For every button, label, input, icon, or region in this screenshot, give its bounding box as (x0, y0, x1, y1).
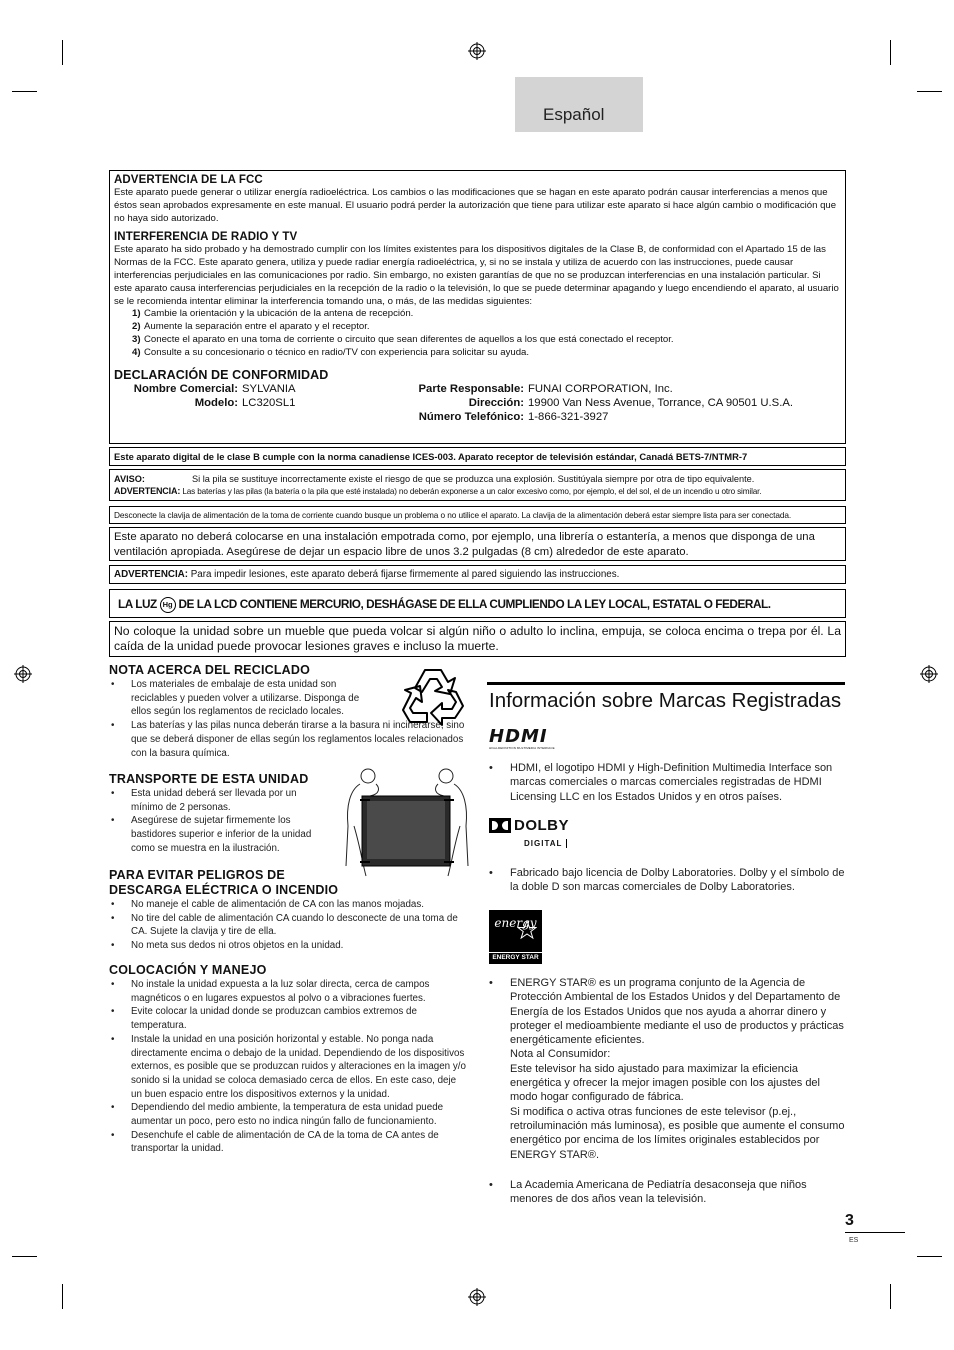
star-icon (517, 920, 537, 940)
hdmi-section (487, 761, 845, 804)
consumer-note-label: Nota al Consumidor: (510, 1048, 611, 1061)
list-item: • No meta sus dedos ni otros objetos en la unidad. (109, 939, 459, 953)
crop-mark (917, 91, 942, 92)
dolby-logo (489, 818, 569, 851)
tipover-notice: No coloque la unidad sobre un mueble que pueda volcar si algún niño o adulto lo inclina, empuja, se coloca encima o trepa por él. La caída de la unidad puede provocar lesiones graves e incluso la muerte. (114, 624, 841, 654)
radio-title: INTERFERENCIA DE RADIO Y TV (114, 231, 298, 244)
trade-name-label: Nombre Comercial: (133, 382, 238, 395)
crop-mark (917, 1256, 942, 1257)
fcc-box (109, 170, 846, 444)
disconnect-notice-box (109, 506, 846, 524)
wall-warning-text: Para impedir lesiones, este aparato deberá fijarse firmemente al pared siguiendo las instrucciones. (190, 569, 620, 580)
transport-section (109, 772, 359, 856)
mercury-warning-start: LA LUZ (118, 597, 157, 611)
aviso-box (109, 469, 846, 501)
transport-title: TRANSPORTE DE ESTA UNIDAD (109, 772, 309, 786)
registration-mark-icon (468, 1288, 486, 1306)
trademarks-title: Información sobre Marcas Registradas (489, 689, 842, 712)
hdmi-logo-tagline: HIGH-DEFINITION MULTIMEDIA INTERFACE (489, 746, 555, 750)
energy-star-script: energy (494, 916, 537, 930)
canada-notice: Este aparato digital de le clase B cumple con la norma canadiense ICES-003. Aparato receptor de televisión estándar, Canadá BETS-7/NTMR-7 (114, 451, 748, 462)
aviso-label: AVISO: (114, 474, 145, 484)
canada-notice-box (109, 447, 846, 466)
mercury-warning-box (109, 589, 846, 618)
crop-mark (12, 91, 37, 92)
shock-title-line2: DESCARGA ELÉCTRICA O INCENDIO (109, 883, 339, 897)
crop-mark (890, 1284, 891, 1309)
dolby-dd-icon (489, 818, 511, 833)
page-lang: ES (849, 1237, 859, 1244)
list-item: • Los materiales de embalaje de esta unidad son reciclables y pueden volver a utilizarse. Disponga de ellos según los reglamentos de reciclado locales. (109, 678, 379, 719)
aviso-text: Si la pila se sustituye incorrectamente existe el riesgo de que se produzca una explosión. Sustitúyala siempre por otra de tipo equivalente. (192, 474, 755, 484)
energy-star-label: ENERGY STAR (492, 954, 539, 961)
ventilation-notice: Este aparato no deberá colocarse en una instalación empotrada como, por ejemplo, una librería o estantería, a menos que disponga de una ventilación apropiada. Asegúrese de dejar un espacio libre de unos 3.2 pulgadas (8 cm) alrededor de este aparato. (114, 531, 815, 558)
model-value: LC320SL1 (242, 396, 296, 409)
list-item: • Dependiendo del medio ambiente, la temperatura de esta unidad puede aumentar un poco, pero esto no indica ningún fallo de funcionamiento. (109, 1101, 469, 1128)
responsible-value: FUNAI CORPORATION, Inc. (528, 382, 673, 395)
shock-title-line1: PARA EVITAR PELIGROS DE (109, 868, 285, 882)
responsible-label: Parte Responsable: (418, 382, 524, 395)
language-tab-label: Español (543, 105, 605, 124)
list-item: • HDMI, el logotipo HDMI y High-Definition Multimedia Interface son marcas comerciales o marcas comerciales registradas de HDMI Licensing LLC en los Estados Unidos y en otros países. (487, 761, 845, 804)
registration-mark-icon (920, 665, 938, 683)
phone-label: Número Telefónico: (418, 410, 524, 423)
radio-item: 1) Cambie la orientación y la ubicación de la antena de recepción. (132, 308, 414, 320)
fcc-text: Este aparato puede generar o utilizar energía radioeléctrica. Los cambios o las modificaciones que se hagan en este aparato podrán causar interferencias a menos que éstos sean aprobados expresamente en este manual. El usuario podrá perder la autorización que tiene para utilizar este aparato si hace algún cambio o modificación que no haya sido autorizado. (114, 187, 837, 224)
mercury-hg-icon: Hg (160, 597, 176, 613)
consumer-note-2: Si modifica o activa otras funciones de este televisor (p.ej., retroiluminación más luminosa), es posible que aumente el consumo energético por encima de los límites originales establecidos por ENERGY STAR®. (510, 1105, 845, 1161)
radio-item: 3) Conecte el aparato en una toma de corriente o circuito que sean diferentes de aquellos a los que está conectado el receptor. (132, 333, 674, 345)
declaration-title: DECLARACIÓN DE CONFORMIDAD (114, 367, 329, 382)
list-item: • No maneje el cable de alimentación de CA con las manos mojadas. (109, 898, 459, 912)
wall-warning-box (109, 565, 846, 584)
dolby-logo-sub: DIGITAL (524, 839, 567, 848)
registration-mark-icon (468, 42, 486, 60)
tv-carrying-illustration (340, 766, 474, 878)
list-item: • Desenchufe el cable de alimentación de CA de la toma de CA antes de transportar la unidad. (109, 1129, 469, 1156)
wall-warning-label: ADVERTENCIA: (114, 569, 189, 580)
shock-section (109, 868, 484, 953)
declaration-details (114, 382, 841, 426)
crop-mark (62, 1284, 63, 1309)
hdmi-logo-text: HDMI (489, 726, 548, 747)
hdmi-logo (489, 728, 575, 750)
registration-mark-icon (14, 665, 32, 683)
phone-value: 1-866-321-3927 (528, 410, 609, 423)
radio-item: 2) Aumente la separación entre el aparato y el receptor. (132, 321, 370, 333)
page-number-rule (845, 1232, 905, 1233)
aviso-warning-label: ADVERTENCIA: (114, 486, 181, 496)
placement-title: COLOCACIÓN Y MANEJO (109, 963, 267, 977)
list-item: • ENERGY STAR® es un programa conjunto de la Agencia de Protección Ambiental de los Estados Unidos y del Departamento de Energía de los Estados Unidos que nos ayuda a ahorrar dinero y proteger el medioambiente mediante el uso de productos y prácticas energéticamente eficientes. (487, 976, 845, 1047)
section-rule (487, 682, 845, 685)
list-item: • Esta unidad deberá ser llevada por un mínimo de 2 personas. (109, 787, 319, 814)
energy-section (487, 976, 845, 1162)
list-item: • Asegúrese de sujetar firmemente los bastidores superior e inferior de la unidad como se muestra en la ilustración. (109, 814, 319, 855)
ventilation-notice-box (109, 527, 846, 561)
placement-section (109, 963, 469, 1156)
list-item: • Evite colocar la unidad donde se produzcan cambios extremos de temperatura. (109, 1005, 469, 1032)
consumer-note-1: Este televisor ha sido ajustado para maximizar la eficiencia energética y ofrecer la mejor imagen posible con los ajustes del modo hogar configurado de fábrica. (510, 1062, 820, 1104)
model-label: Modelo: (194, 396, 238, 409)
crop-mark (890, 40, 891, 65)
crop-mark (12, 1256, 37, 1257)
recycle-icon (400, 664, 466, 728)
list-item: • Las baterías y las pilas nunca deberán tirarse a la basura ni incinerarse, sino que se deberá disponer de ellas según los reglamentos locales relacionados con la basura química. (109, 719, 469, 760)
disconnect-notice: Desconecte la clavija de alimentación de la toma de corriente cuando busque un problema o no utilice el aparato. La clavija de la alimentación deberá estar siempre lista para ser conectada. (114, 510, 792, 520)
recycling-title: NOTA ACERCA DEL RECICLADO (109, 663, 311, 677)
pediatrics-section (487, 1178, 845, 1207)
dolby-logo-text: DOLBY (514, 817, 569, 834)
trade-name-value: SYLVANIA (242, 382, 296, 395)
dolby-section (487, 866, 845, 895)
language-tab (515, 77, 643, 132)
list-item: • La Academia Americana de Pediatría desaconseja que niños menores de dos años vean la televisión. (487, 1178, 845, 1207)
address-label: Dirección: (468, 396, 524, 409)
radio-text: Este aparato ha sido probado y ha demostrado cumplir con los límites existentes para los dispositivos digitales de la Clase B, de conformidad con el Apartado 15 de las Normas de la FCC. Este aparato genera, utiliza y puede radiar energía radioeléctrica, y, si no se instala y utiliza de acuerdo con las instrucciones, puede causar interferencias perjudiciales en las comunicaciones por radio. Sin embargo, no existen garantías de que no se produzcan interferencias en una instalación particular. Si este aparato causa interferencias perjudiciales en la recepción de la radio o la televisión, lo que se puede determinar apagando y luego encendiendo el aparato, al usuario se le recomienda intentar eliminar la interferencia tomando una, o más, de las medidas siguientes: (114, 244, 839, 307)
list-item: • Instale la unidad en una posición horizontal y estable. No ponga nada directamente encima o debajo de la unidad. Dependiendo de los dispositivos externos, es posible que se produzcan ruidos y alteraciones en la imagen y/o sonido si la unidad se coloca demasiado cerca de ellos. En este caso, deje un buen espacio entre los dispositivos externos y la unidad. (109, 1033, 469, 1102)
radio-item: 4) Consulte a su concesionario o técnico en radio/TV con experiencia para solicitar su ayuda. (132, 346, 530, 358)
list-item: • No tire del cable de alimentación CA cuando lo desconecte de una toma de CA. Sujete la clavija y tire de ella. (109, 912, 459, 939)
crop-mark (62, 40, 63, 65)
aviso-warning-text: Las baterías y las pilas (la batería o la pila que esté instalada) no deberán exponerse a un calor excesivo como, por ejemplo, el del sol, el de un incendio u otro similar. (182, 487, 762, 496)
tipover-notice-box (109, 621, 846, 657)
mercury-warning-rest: DE LA LCD CONTIENE MERCURIO, DESHÁGASE DE ELLA CUMPLIENDO LA LEY LOCAL, ESTATAL O FEDERAL. (178, 597, 771, 611)
list-item: • Fabricado bajo licencia de Dolby Laboratories. Dolby y el símbolo de la doble D son marcas comerciales de Dolby Laboratories. (487, 866, 845, 895)
list-item: • No instale la unidad expuesta a la luz solar directa, cerca de campos magnéticos o en lugares expuestos al polvo o a vibraciones fuertes. (109, 978, 469, 1005)
address-value: 19900 Van Ness Avenue, Torrance, CA 90501 U.S.A. (528, 396, 794, 409)
energy-star-logo (489, 910, 542, 964)
page-number: 3 (845, 1212, 854, 1229)
fcc-title: ADVERTENCIA DE LA FCC (114, 174, 263, 186)
